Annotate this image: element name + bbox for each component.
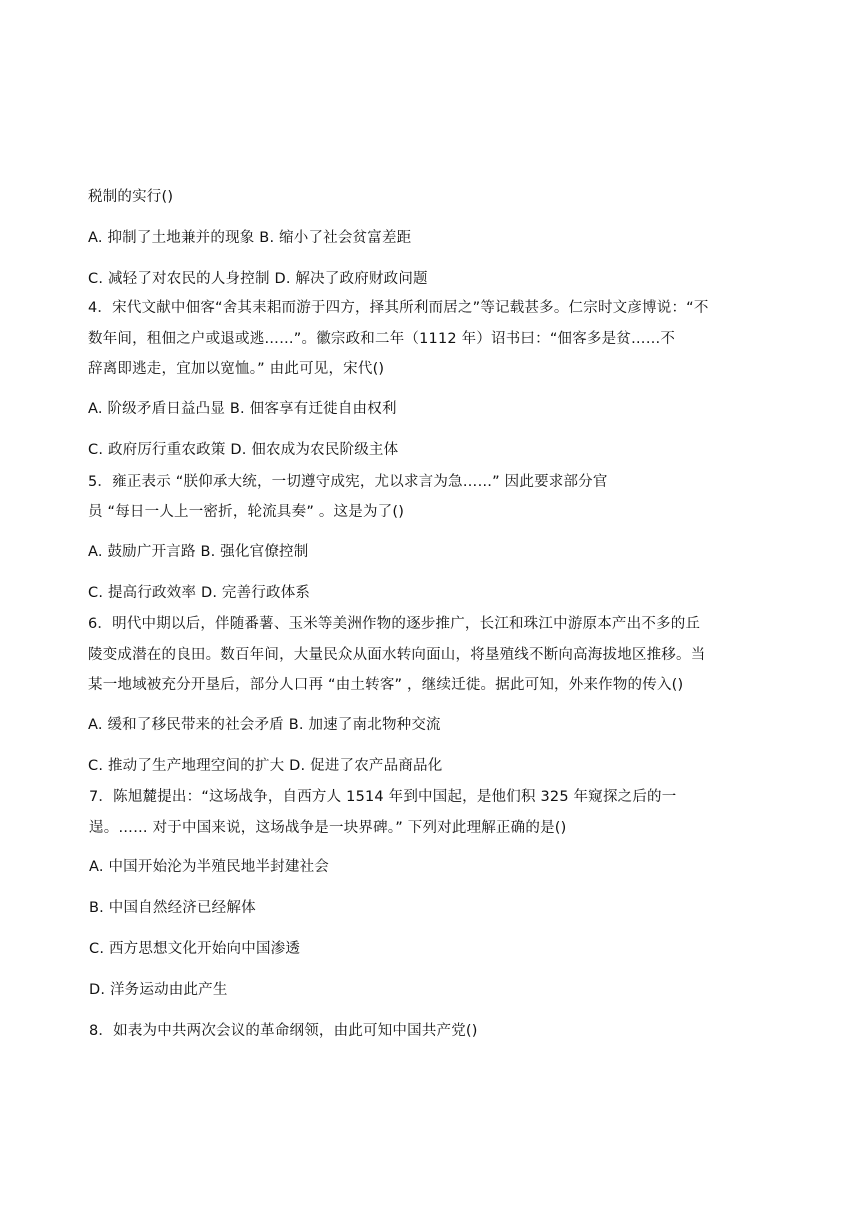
q6-stem-line-2: 陵变成潜在的良田。数百年间，大量民众从面水转向面山，将垦殖线不断向高海拔地区推移。当: [88, 647, 706, 663]
q6-stem-line-1: 6．明代中期以后，伴随番薯、玉米等美洲作物的逐步推广，长江和珠江中游原本产出不多的丘: [88, 616, 701, 632]
q4-stem-line-1: 4．宋代文献中佃客“舍其耒耜而游于四方，择其所利而居之”等记载甚多。仁宗时文彦博说：“不: [88, 300, 709, 316]
q4-stem-line-2: 数年间，租佃之户或退或逃……”。徽宗政和二年（1112 年）诏书曰：“佃客多是贫……不: [88, 331, 676, 347]
q5-stem-line-1: 5．雍正表示 “朕仰承大统，一切遵守成宪，尤以求言为急……” 因此要求部分官: [88, 474, 608, 490]
q7-option-d: D. 洋务运动由此产生: [89, 982, 228, 998]
q3-option-cd: C. 减轻了对农民的人身控制 D. 解决了政府财政问题: [88, 271, 428, 287]
q7-option-b: B. 中国自然经济已经解体: [89, 900, 256, 916]
q4-stem-line-3: 辞离即逃走，宜加以宽恤。” 由此可见，宋代(): [88, 361, 385, 377]
q7-option-c: C. 西方思想文化开始向中国渗透: [89, 941, 301, 957]
q4-option-ab: A. 阶级矛盾日益凸显 B. 佃客享有迁徙自由权利: [88, 401, 397, 417]
text-line-tax-system: 税制的实行(): [88, 189, 174, 205]
q6-option-ab: A. 缓和了移民带来的社会矛盾 B. 加速了南北物种交流: [88, 717, 441, 733]
q7-stem-line-2: 逞。…… 对于中国来说，这场战争是一块界碑。” 下列对此理解正确的是(): [89, 820, 567, 836]
q5-option-ab: A. 鼓励广开言路 B. 强化官僚控制: [88, 544, 309, 560]
q3-option-ab: A. 抑制了土地兼并的现象 B. 缩小了社会贫富差距: [88, 230, 412, 246]
q6-option-cd: C. 推动了生产地理空间的扩大 D. 促进了农产品商品化: [88, 758, 443, 774]
q4-option-cd: C. 政府厉行重农政策 D. 佃农成为农民阶级主体: [88, 442, 399, 458]
q8-stem-line-1: 8．如表为中共两次会议的革命纲领，由此可知中国共产党(): [89, 1023, 478, 1039]
q5-stem-line-2: 员 “每日一人上一密折，轮流具奏” 。这是为了(): [88, 504, 405, 520]
q6-stem-line-3: 某一地域被充分开垦后，部分人口再 “由土转客” ，继续迁徙。据此可知，外来作物的传入(): [88, 677, 684, 693]
q5-option-cd: C. 提高行政效率 D. 完善行政体系: [88, 585, 311, 601]
q7-stem-line-1: 7．陈旭麓提出：“这场战争，自西方人 1514 年到中国起，是他们积 325 年窥探之后的一: [89, 789, 677, 805]
q7-option-a: A. 中国开始沦为半殖民地半封建社会: [89, 859, 329, 875]
